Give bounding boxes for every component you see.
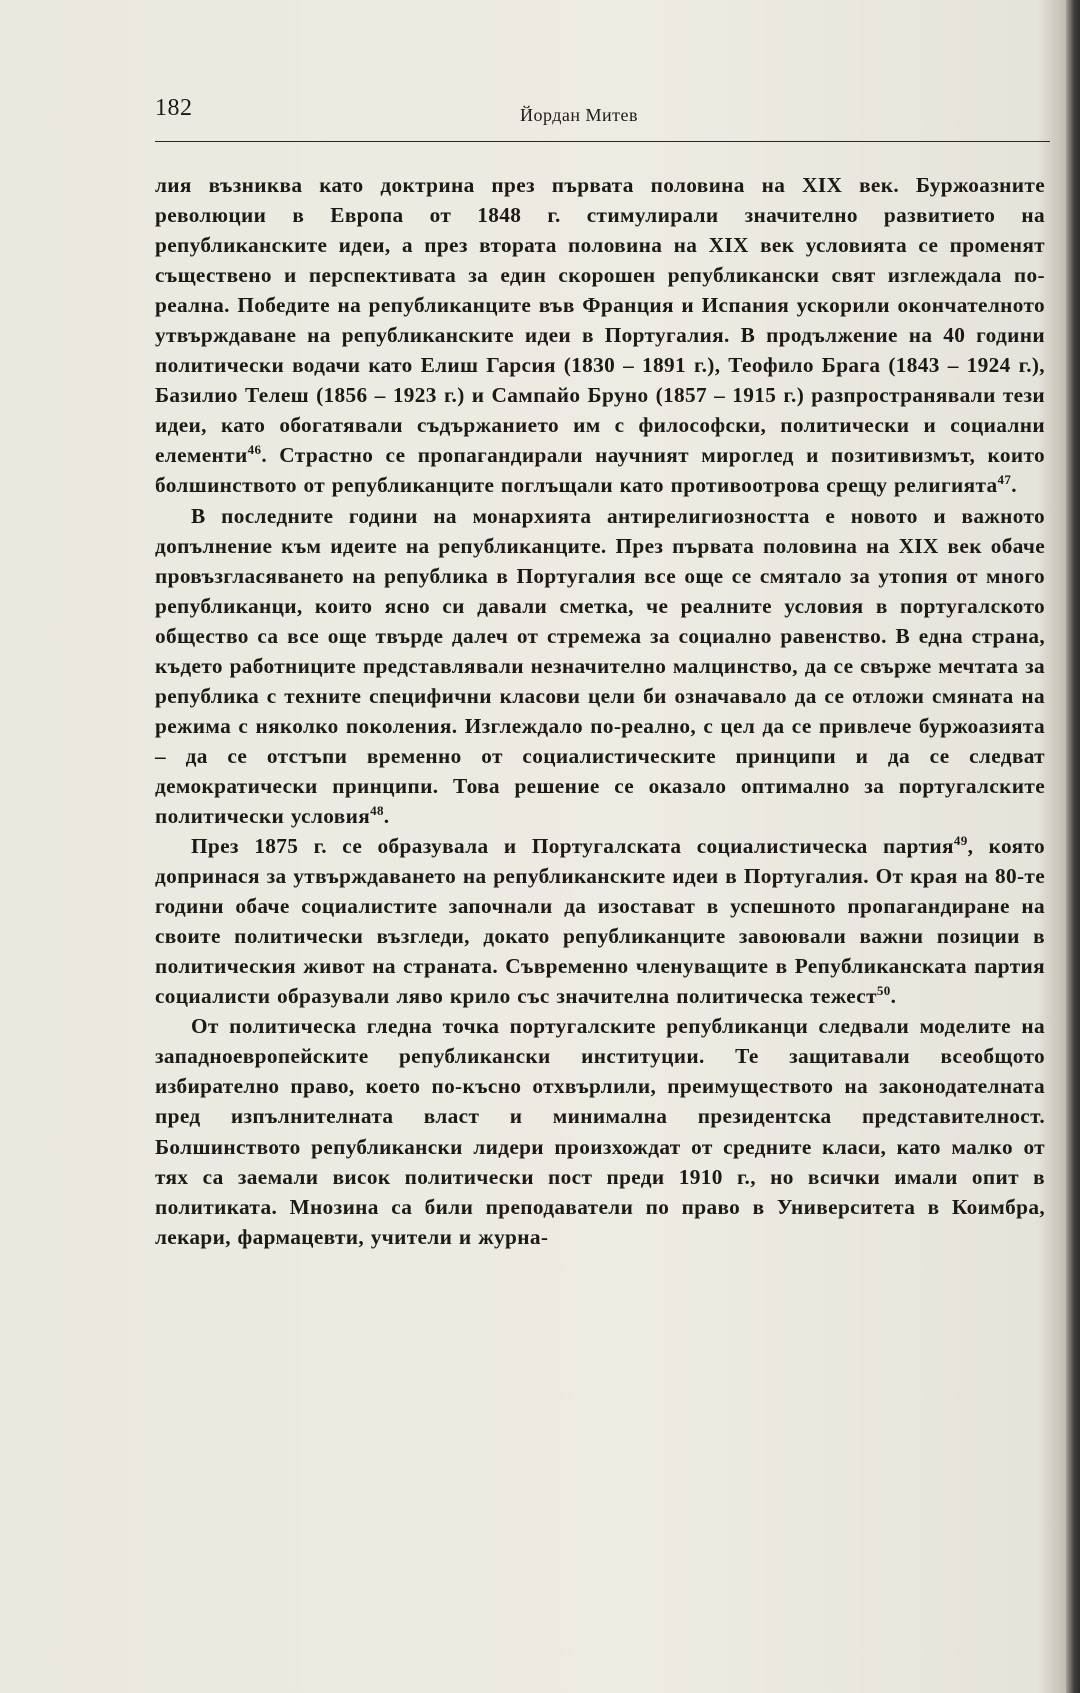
body-text [155, 170, 1045, 1252]
running-head-author: Йордан Митев [520, 105, 639, 125]
page-header [155, 93, 1050, 139]
paragraph-3 [155, 831, 1045, 1011]
footnote-ref: 46 [247, 442, 262, 458]
paragraph-text: лия възниква като доктрина през първата половина на XIX век. Буржоазните революции в Европа от 1848 г. стимулирали значително развитието на републиканските идеи, а през втората половина на XIX век условията се променят съществено и перспективата за един скорошен републикански свят изглеждала по-реална. Победите на републиканците във Франция и Испания ускорили окончателното утвърждаване на републиканските идеи в Португалия. В продължение на 40 години политически водачи като Елиш Гарсия (1830 – 1891 г.), Теофило Брага (1843 – 1924 г.), Базилио Телеш (1856 – 1923 г.) и Сампайо Бруно (1857 – 1915 г.) разпространявали тези идеи, като обогатявали съдържанието им с философски, политически и социални елементи [155, 173, 1045, 468]
paragraph-1 [155, 170, 1045, 501]
paragraph-text: През 1875 г. се образувала и Португалската социалистическа партия [191, 834, 954, 859]
paragraph-text: . [890, 984, 897, 1009]
paragraph-text: . [1011, 473, 1017, 498]
header-rule [155, 141, 1050, 142]
paragraph-text: От политическа гледна точка португалските републиканци следвали моделите на западноевропейските републикански институции. Те защитавали всеобщото избирателно право, което по-късно отхвърлили, преимуществото на законодателната пред изпълнителната власт и минимална президентска представителност. Болшинството републикански лидери произхождат от средните класи, като малко от тях са заемали висок политически пост преди 1910 г., но всички имали опит в политиката. Мнозина са били преподаватели по право в Университета в Коимбра, лекари, фармацевти, учители и журна- [155, 1014, 1045, 1249]
paragraph-text: В последните години на монархията антирелигиозността е новото и важното допълнение към идеите на републиканците. През първата половина на XIX век обаче провъзгласяването на република в Португалия все още се смятало за утопия от много републиканци, които ясно си давали сметка, че реалните условия в португалското общество са все още твърде далеч от стремежа за социално равенство. В една страна, където работниците представлявали незначително малцинство, да се свърже мечтата за република с техните специфични класови цели би означавало да се отложи смяната на режима с няколко поколения. Изглеждало по-реално, с цел да се привлече буржоазията – да се отстъпи временно от социалистическите принципи и да се следват демократически принципи. Това решение се оказало оптимално за португалските политически условия [155, 503, 1045, 828]
footnote-ref: 49 [953, 832, 968, 848]
paragraph-text: . [383, 803, 390, 828]
paragraph-text: . Страстно се пропагандирали научният мироглед и позитивизмът, които болшинството от републиканците поглъщали като противоотрова срещу религията [155, 443, 1045, 498]
footnote-ref: 47 [997, 472, 1012, 488]
page-number: 182 [155, 95, 193, 121]
page-binding-edge [1066, 0, 1080, 1693]
paragraph-4 [155, 1011, 1045, 1251]
paragraph-text: , която допринася за утвърждаването на републиканските идеи в Португалия. От края на 80-те години обаче социалистите започнали да изостават в успешното пропагандиране на своите политически възгледи, докато републиканците завоювали важни позиции в политическия живот на страната. Съвременно членуващите в Републиканската партия социалисти образували ляво крило със значителна политическа тежест [155, 834, 1045, 1009]
footnote-ref: 50 [876, 983, 891, 999]
footnote-ref: 48 [370, 802, 384, 818]
paragraph-2 [155, 501, 1045, 832]
